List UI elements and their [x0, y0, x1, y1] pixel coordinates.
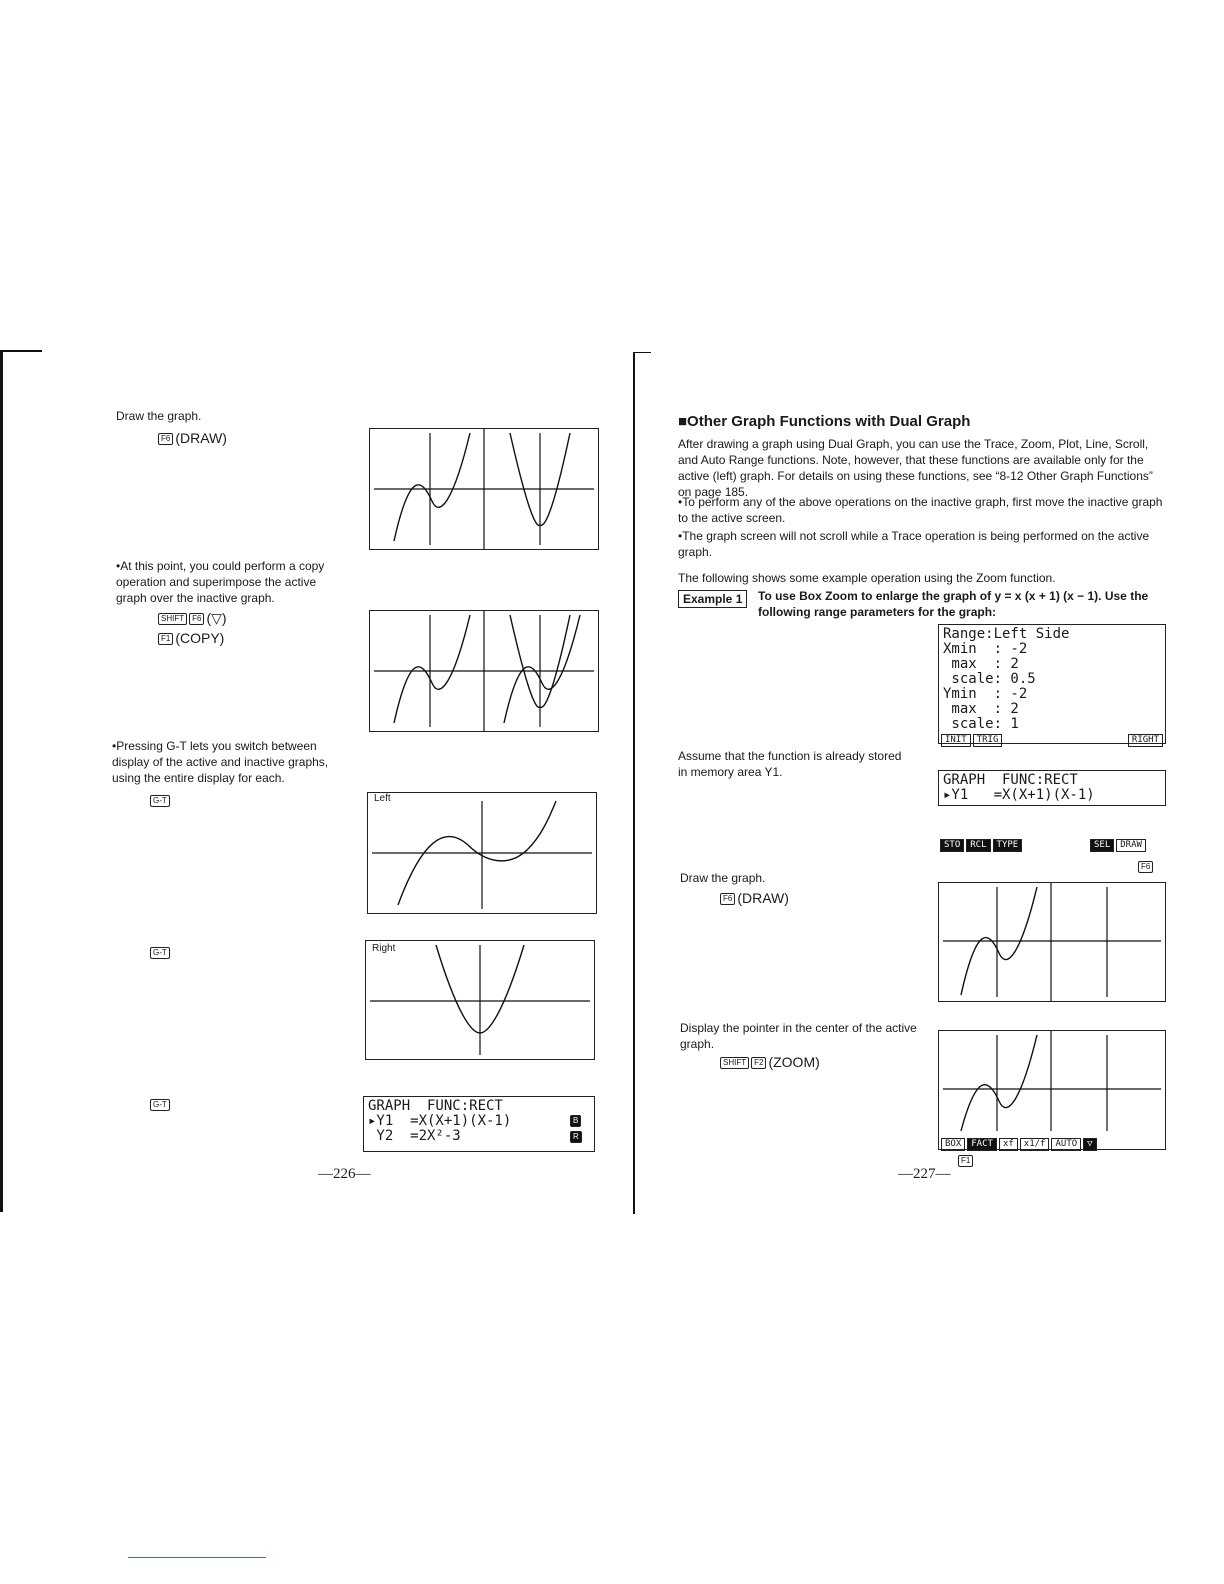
- bullet-inactive: •To perform any of the above operations on the inactive graph, first move the inactive graph to the active screen.: [678, 495, 1163, 525]
- left-note-copy: •At this point, you could perform a copy operation and superimpose the active graph over the inactive graph.: [116, 559, 325, 605]
- more-softkey[interactable]: ▽: [1083, 1138, 1096, 1151]
- left-key-copy: [158, 630, 224, 646]
- f6-key: F6: [189, 613, 204, 625]
- right-dual-graph-1-svg: [939, 883, 1165, 1001]
- range-line-3: scale: 0.5: [943, 671, 1036, 687]
- pointer-text: Display the pointer in the center of the active graph.: [680, 1021, 917, 1051]
- trig-softkey[interactable]: TRIG: [973, 734, 1003, 747]
- lcd-row-y2: Y2 =2X²-3: [368, 1128, 461, 1144]
- dual-graph-1-svg: [370, 429, 598, 549]
- para-zoom-example: The following shows some example operation using the Zoom function.: [678, 571, 1056, 585]
- func-lcd-row-y1: ▸Y1 =X(X+1)(X-1): [943, 787, 1095, 803]
- auto-softkey[interactable]: AUTO: [1051, 1138, 1081, 1151]
- section-heading: ■Other Graph Functions with Dual Graph: [678, 413, 971, 430]
- right-page-number: —227—: [898, 1166, 951, 1182]
- left-key-draw: [158, 430, 227, 446]
- shift-f6-label: (▽): [206, 610, 227, 626]
- bullet-scroll: •The graph screen will not scroll while a Trace operation is being performed on the active graph.: [678, 529, 1150, 559]
- graph-menu-bar: [940, 834, 1024, 852]
- xf-softkey[interactable]: xf: [999, 1138, 1018, 1151]
- f2-key: F2: [751, 1057, 766, 1069]
- right-dual-graph-2: [938, 1030, 1166, 1150]
- range-line-6: scale: 1: [943, 716, 1019, 732]
- left-graph-svg: [368, 793, 596, 913]
- center-crop-mark-top: [633, 352, 651, 353]
- range-line-5: max : 2: [943, 701, 1019, 717]
- bottom-link-line: [128, 1557, 266, 1558]
- func-list-lcd: [363, 1096, 595, 1152]
- func-lcd: [938, 770, 1166, 806]
- para-intro: After drawing a graph using Dual Graph, you can use the Trace, Zoom, Plot, Line, Scroll, and Auto Range functions. Note, however, that these functions are available only for the active (left) graph. For details on using these functions, see “8-12 Other Graph Functions” on page 185.: [678, 437, 1153, 499]
- left-page-number: —226—: [318, 1166, 371, 1182]
- shift-key: SHIFT: [720, 1057, 749, 1069]
- graph-menu-bar-right: [1090, 834, 1148, 852]
- dual-graph-2-svg: [370, 611, 598, 731]
- range-lcd: [938, 624, 1166, 744]
- cubic-curve: [394, 615, 470, 723]
- cubic-curve: [394, 433, 470, 541]
- example-text: To use Box Zoom to enlarge the graph of y = x (x + 1) (x − 1). Use the following range parameters for the graph:: [758, 589, 1149, 619]
- range-line-1: Xmin : -2: [943, 641, 1028, 657]
- f1-key: F1: [158, 633, 173, 645]
- right-graph-full: [365, 940, 595, 1060]
- copy-label: (COPY): [175, 630, 225, 646]
- range-line-4: Ymin : -2: [943, 686, 1028, 702]
- shift-key: SHIFT: [158, 613, 187, 625]
- dual-graph-2: [369, 610, 599, 732]
- draw-label: (DRAW): [175, 430, 227, 446]
- f6-key: F6: [1138, 861, 1153, 873]
- left-graph-full: [367, 792, 597, 914]
- left-crop-mark-top: [0, 350, 42, 352]
- dual-graph-1: [369, 428, 599, 550]
- rcl-softkey[interactable]: RCL: [966, 839, 990, 852]
- left-key-shift-f6: [158, 610, 227, 626]
- right-softkey[interactable]: RIGHT: [1128, 734, 1163, 747]
- assume-text: Assume that the function is already stored in memory area Y1.: [678, 749, 902, 779]
- right-key-zoom: [720, 1054, 820, 1070]
- lcd-header: GRAPH FUNC:RECT: [368, 1098, 503, 1114]
- init-softkey[interactable]: INIT: [941, 734, 971, 747]
- right-softkey-wrap: [1128, 729, 1165, 747]
- left-graph-label: Left: [374, 793, 391, 804]
- range-softkeys: [941, 729, 1004, 747]
- center-crop-mark: [633, 352, 635, 1214]
- fact-softkey[interactable]: FACT: [967, 1138, 997, 1151]
- badge-b: B: [570, 1115, 581, 1127]
- example-label: Example 1: [678, 590, 747, 608]
- badge-r: R: [570, 1131, 582, 1143]
- gt-key-label: G-T: [150, 1099, 170, 1111]
- right-graph-svg: [366, 941, 594, 1059]
- lcd-row-y1: ▸Y1 =X(X+1)(X-1): [368, 1113, 512, 1129]
- zoom-label: (ZOOM): [768, 1054, 820, 1070]
- left-note-switch: •Pressing G-T lets you switch between display of the active and inactive graphs, using the entire display for each.: [112, 739, 329, 785]
- gt-key-label: G-T: [150, 947, 170, 959]
- right-step-draw: Draw the graph.: [680, 871, 766, 885]
- right-key-draw: [720, 890, 789, 906]
- gt-key-label: G-T: [150, 795, 170, 807]
- range-line-0: Range:Left Side: [943, 626, 1070, 642]
- right-graph-label: Right: [372, 943, 396, 954]
- f1-key: F1: [958, 1155, 973, 1167]
- sel-softkey[interactable]: SEL: [1090, 839, 1114, 852]
- cubic-curve: [961, 1035, 1037, 1131]
- left-crop-mark: [0, 352, 3, 1212]
- right-dual-graph-2-svg: [939, 1031, 1165, 1149]
- gt-key-1: [150, 792, 172, 808]
- draw-softkey[interactable]: DRAW: [1116, 839, 1146, 852]
- right-dual-graph-1: [938, 882, 1166, 1002]
- gt-key-3: [150, 1096, 172, 1112]
- draw-label: (DRAW): [737, 890, 789, 906]
- box-softkey[interactable]: BOX: [941, 1138, 965, 1151]
- f6-below-key: [1138, 858, 1155, 876]
- f1-below-key: [958, 1152, 975, 1170]
- zoom-menu-bar: [941, 1133, 1099, 1151]
- type-softkey[interactable]: TYPE: [993, 839, 1023, 852]
- sto-softkey[interactable]: STO: [940, 839, 964, 852]
- f6-key: F6: [720, 893, 735, 905]
- x1f-softkey[interactable]: x1/f: [1020, 1138, 1050, 1151]
- range-line-2: max : 2: [943, 656, 1019, 672]
- f6-key: F6: [158, 433, 173, 445]
- left-step-draw: Draw the graph.: [116, 409, 202, 423]
- gt-key-2: [150, 944, 172, 960]
- func-lcd-header: GRAPH FUNC:RECT: [943, 772, 1078, 788]
